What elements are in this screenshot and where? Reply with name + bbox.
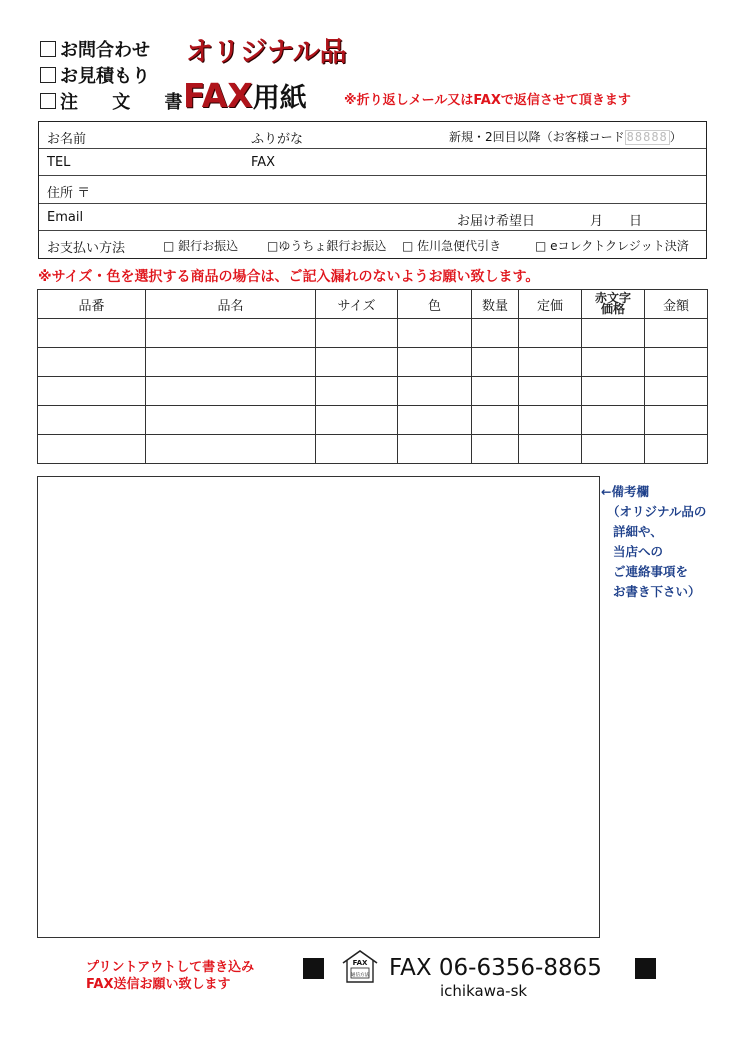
fax-label: FAX [251, 155, 276, 171]
month-label: 月 [590, 213, 604, 229]
payment-label: お支払い方法 [47, 240, 126, 256]
table-cell[interactable] [398, 348, 472, 377]
table-cell[interactable] [582, 319, 645, 348]
checkbox[interactable] [40, 67, 56, 83]
table-cell[interactable] [645, 406, 708, 435]
payment-sagawa[interactable]: □ 佐川急便代引き [402, 238, 502, 253]
header-amount: 金額 [645, 290, 708, 319]
name-label: お名前 [47, 132, 87, 147]
title-original: オリジナル品 [186, 37, 347, 68]
customer-code-field[interactable]: 88888 [626, 130, 668, 144]
email-label: Email [47, 209, 84, 225]
table-cell[interactable] [472, 319, 519, 348]
header-red-price: 赤文字 価格 [582, 290, 645, 319]
black-square-right [635, 958, 656, 979]
footer-note: プリントアウトして書き込み FAX送信お願い致します [86, 960, 255, 992]
fax-number: FAX 06-6356-8865 [389, 955, 602, 981]
payment-row [39, 231, 706, 258]
title-note: ※折り返しメール又はFAXで返信させて頂きます [344, 93, 631, 108]
table-cell[interactable] [38, 406, 146, 435]
table-cell[interactable] [472, 348, 519, 377]
table-cell[interactable] [38, 348, 146, 377]
table-cell[interactable] [582, 377, 645, 406]
furigana-label: ふりがな [251, 132, 304, 147]
header-quantity: 数量 [472, 290, 519, 319]
day-label: 日 [629, 213, 643, 229]
tel-label: TEL [47, 155, 71, 171]
name-row[interactable] [39, 122, 706, 149]
table-cell[interactable] [398, 406, 472, 435]
table-cell[interactable] [519, 406, 582, 435]
table-row [38, 319, 708, 348]
table-row [38, 406, 708, 435]
payment-yucho[interactable]: □ゆうちょ銀行お振込 [267, 238, 387, 253]
title-fax: FAX [183, 76, 253, 115]
check-inquiry[interactable]: お問合わせ [40, 36, 197, 62]
table-cell[interactable] [316, 435, 398, 464]
table-cell[interactable] [146, 406, 316, 435]
table-cell[interactable] [38, 377, 146, 406]
table-row [38, 377, 708, 406]
svg-text:FAX: FAX [352, 959, 368, 967]
table-cell[interactable] [38, 435, 146, 464]
table-cell[interactable] [645, 435, 708, 464]
tel-row[interactable] [39, 149, 706, 176]
check-estimate[interactable]: お見積もり [40, 62, 197, 88]
address-label: 住所 〒 [47, 186, 91, 202]
checkbox[interactable] [40, 93, 56, 109]
table-cell[interactable] [316, 319, 398, 348]
header-list-price: 定価 [519, 290, 582, 319]
memo-note: ←備考欄 （オリジナル品の 詳細や、 当店への ご連絡事項を お書き下さい） [601, 484, 707, 599]
customer-code-label: 新規・2回目以降（お客様コード 88888 ） [449, 130, 682, 144]
table-cell[interactable] [316, 377, 398, 406]
address-row[interactable] [39, 176, 706, 203]
check-order[interactable]: 注 文 書 [40, 88, 197, 114]
table-cell[interactable] [645, 319, 708, 348]
memo-box[interactable] [37, 476, 600, 938]
site-name: ichikawa-sk [440, 982, 528, 1000]
table-cell[interactable] [582, 348, 645, 377]
fax-house-icon [340, 949, 380, 985]
order-table [37, 289, 708, 464]
table-cell[interactable] [645, 348, 708, 377]
table-cell[interactable] [146, 348, 316, 377]
table-cell[interactable] [398, 319, 472, 348]
table-cell[interactable] [316, 348, 398, 377]
table-cell[interactable] [38, 319, 146, 348]
table-cell[interactable] [582, 406, 645, 435]
header-item-code: 品番 [38, 290, 146, 319]
table-cell[interactable] [146, 319, 316, 348]
delivery-label: お届け希望日 [457, 213, 536, 229]
table-cell[interactable] [398, 435, 472, 464]
customer-info-form [38, 121, 707, 259]
table-row [38, 348, 708, 377]
table-cell[interactable] [519, 348, 582, 377]
table-cell[interactable] [316, 406, 398, 435]
table-header [38, 290, 708, 319]
table-cell[interactable] [398, 377, 472, 406]
title-fax-form [183, 76, 307, 115]
header-size: サイズ [316, 290, 398, 319]
table-cell[interactable] [582, 435, 645, 464]
table-cell[interactable] [645, 377, 708, 406]
table-cell[interactable] [472, 406, 519, 435]
table-cell[interactable] [519, 319, 582, 348]
table-cell[interactable] [146, 377, 316, 406]
table-cell[interactable] [519, 435, 582, 464]
table-cell[interactable] [472, 435, 519, 464]
svg-text:通信方法: 通信方法 [351, 973, 369, 978]
table-cell[interactable] [472, 377, 519, 406]
payment-ecollect[interactable]: □ eコレクトクレジット決済 [535, 238, 689, 253]
payment-bank[interactable]: □ 銀行お振込 [163, 238, 239, 253]
title-paper: 用紙 [252, 83, 307, 114]
email-row[interactable] [39, 204, 706, 231]
table-cell[interactable] [146, 435, 316, 464]
checkbox[interactable] [40, 41, 56, 57]
header-color: 色 [398, 290, 472, 319]
size-color-warning: ※サイズ・色を選択する商品の場合は、ご記入漏れのないようお願い致します。 [38, 269, 540, 285]
black-square-left [303, 958, 324, 979]
table-row [38, 435, 708, 464]
table-cell[interactable] [519, 377, 582, 406]
document-type-checks [40, 36, 197, 114]
header-item-name: 品名 [146, 290, 316, 319]
